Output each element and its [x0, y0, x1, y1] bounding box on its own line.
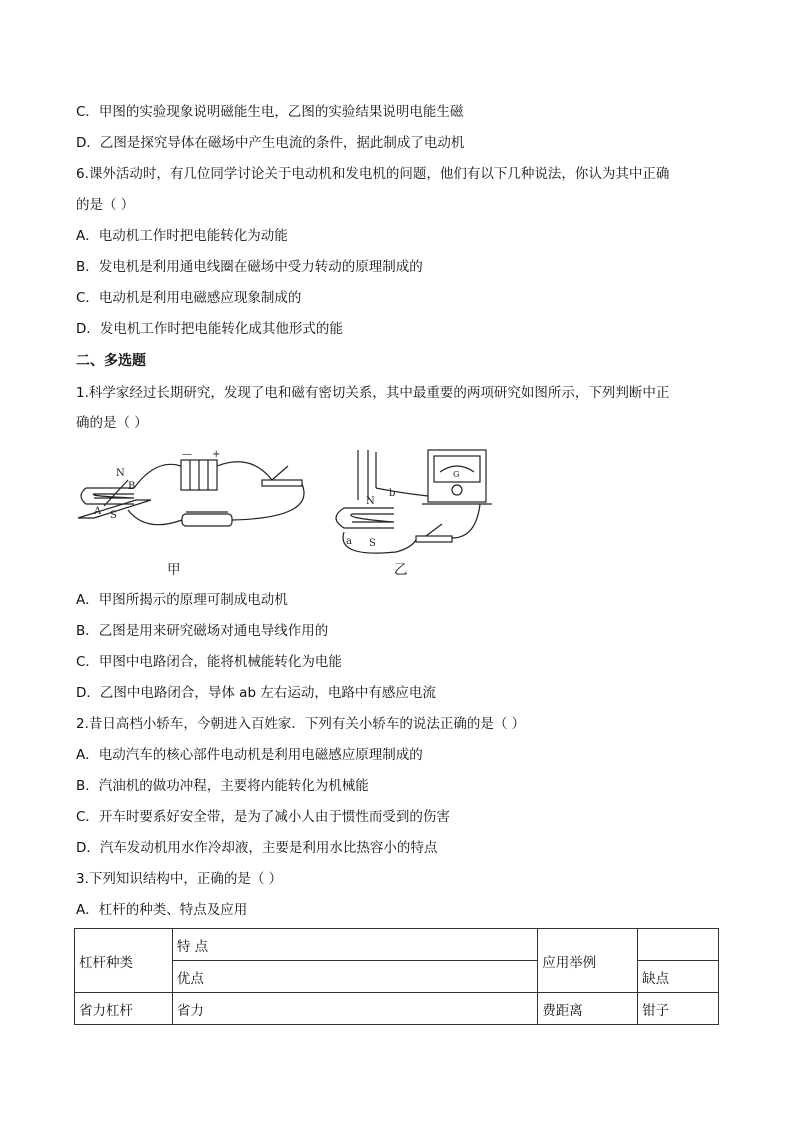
m1-stem-line-1: 1.科学家经过长期研究，发现了电和磁有密切关系，其中最重要的两项研究如图所示，下列判断中正: [76, 385, 670, 401]
label-a-left: A: [94, 506, 102, 517]
q6-option-a: A．电动机工作时把电能转化为动能: [76, 228, 288, 244]
left-switch-icon: [262, 480, 302, 486]
label-plus: +: [212, 449, 221, 460]
experiment-diagram: [76, 448, 496, 578]
m3-stem: 3.下列知识结构中，正确的是（ ）: [76, 871, 283, 887]
label-a-right: a: [346, 536, 352, 547]
m2-stem: 2.昔日高档小轿车，今朝进入百姓家．下列有关小轿车的说法正确的是（ ）: [76, 716, 526, 732]
label-b-left: B: [128, 481, 136, 492]
rheostat-icon: [182, 514, 232, 526]
m1-option-c: C．甲图中电路闭合，能将机械能转化为电能: [76, 654, 342, 670]
label-s-left: S: [110, 510, 117, 521]
header-example: 应用举例: [538, 929, 638, 993]
lever-table: [74, 928, 719, 1025]
label-s-right: S: [369, 538, 376, 549]
cell-disadvantage: 费距离: [538, 993, 638, 1025]
m1-option-d: D．乙图中电路闭合，导体 ab 左右运动，电路中有感应电流: [76, 685, 436, 701]
label-minus: —: [182, 449, 192, 460]
header-lever-type: 杠杆种类: [75, 929, 173, 993]
q6-stem-line-2: 的是（ ）: [76, 197, 135, 213]
q6-option-c: C．电动机是利用电磁感应现象制成的: [76, 290, 302, 306]
header-empty-cell: [638, 929, 719, 961]
right-horseshoe-magnet: [336, 508, 394, 528]
q5-option-c: C．甲图的实验现象说明磁能生电，乙图的实验结果说明电能生磁: [76, 104, 464, 120]
m3-option-a: A．杠杆的种类、特点及应用: [76, 902, 248, 918]
header-features: 特 点: [172, 929, 537, 961]
q5-option-d: D．乙图是探究导体在磁场中产生电流的条件，据此制成了电动机: [76, 135, 465, 151]
q6-option-d: D．发电机工作时把电能转化成其他形式的能: [76, 321, 343, 337]
m1-option-a: A．甲图所揭示的原理可制成电动机: [76, 592, 288, 608]
label-b-right: b: [389, 488, 396, 499]
cell-example: 钳子: [638, 993, 719, 1025]
m1-option-b: B．乙图是用来研究磁场对通电导线作用的: [76, 623, 329, 639]
label-n-left: N: [116, 468, 125, 479]
table-row: [75, 993, 719, 1025]
m1-stem-line-2: 确的是（ ）: [76, 415, 148, 431]
cell-lever-type: 省力杠杆: [75, 993, 173, 1025]
figure-caption-right: 乙: [394, 562, 408, 578]
cell-advantage: 省力: [172, 993, 537, 1025]
header-advantage: 优点: [172, 961, 537, 993]
m2-option-d: D．汽车发动机用水作冷却液，主要是利用水比热容小的特点: [76, 840, 438, 856]
label-n-right: N: [366, 496, 375, 507]
right-switch-icon: [416, 536, 452, 542]
header-disadvantage: 缺点: [638, 961, 719, 993]
m2-option-b: B．汽油机的做功冲程，主要将内能转化为机械能: [76, 778, 369, 794]
figure-caption-left: 甲: [167, 562, 181, 578]
m2-option-a: A．电动汽车的核心部件电动机是利用电磁感应原理制成的: [76, 747, 423, 763]
experiment-figure: [76, 448, 496, 578]
q6-option-b: B．发电机是利用通电线圈在磁场中受力转动的原理制成的: [76, 259, 423, 275]
m2-option-c: C．开车时要系好安全带，是为了减小人由于惯性而受到的伤害: [76, 809, 450, 825]
q6-stem-line-1: 6.课外活动时，有几位同学讨论关于电动机和发电机的问题，他们有以下几种说法，你认为其中正确: [76, 166, 670, 182]
section-heading: 二、多选题: [76, 353, 146, 369]
left-conductor-rod: [104, 480, 128, 506]
label-g: G: [453, 470, 460, 479]
